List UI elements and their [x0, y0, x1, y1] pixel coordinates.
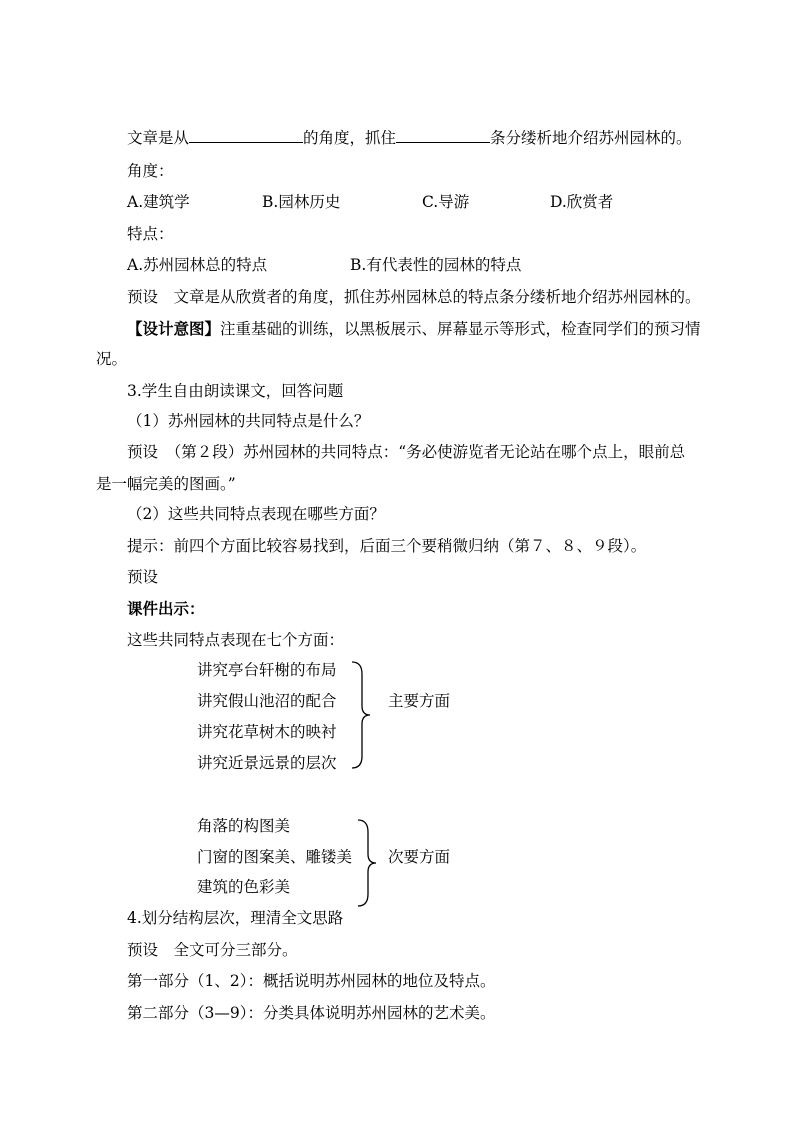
feature-option-b: B.有代表性的园林的特点	[350, 256, 522, 274]
feature-option-a: A.苏州园林总的特点	[127, 256, 268, 274]
preset-answer-4: 预设 全文可分三部分。	[127, 941, 298, 959]
blank-angle[interactable]	[189, 128, 303, 143]
main-aspects-brace	[350, 660, 374, 770]
main-aspect-item: 讲究亭台轩榭的布局	[197, 661, 337, 679]
secondary-aspect-item: 建筑的色彩美	[197, 878, 291, 896]
structure-part-2: 第二部分（3—9）：分类具体说明苏州园林的艺术美。	[127, 1004, 496, 1022]
structure-part-1: 第一部分（1、2）：概括说明苏州园林的地位及特点。	[127, 972, 496, 990]
secondary-aspects-brace	[356, 818, 380, 908]
text-segment: 文章是从	[127, 129, 190, 147]
preset-answer-1: 预设 文章是从欣赏者的角度，抓住苏州园林总的特点条分缕析地介绍苏州园林的。	[127, 288, 701, 306]
fill-in-blank-line	[127, 128, 692, 148]
main-aspects-label: 主要方面	[388, 692, 451, 710]
courseware-heading: 课件出示：	[127, 600, 205, 618]
question-2: （2）这些共同特点表现在哪些方面？	[127, 505, 385, 523]
design-intent	[127, 319, 701, 339]
main-aspect-item: 讲究花草树木的映衬	[197, 723, 337, 741]
blank-feature[interactable]	[396, 128, 490, 143]
design-intent-label: 【设计意图】	[127, 320, 221, 338]
preset-answer-2: 预设 （第２段）苏州园林的共同特点：“务必使游览者无论站在哪个点上，眼前总	[127, 443, 686, 461]
secondary-aspect-item: 门窗的图案美、雕镂美	[197, 848, 353, 866]
hint: 提示：前四个方面比较容易找到，后面三个要稍微归纳（第７、８、９段）。	[127, 537, 647, 555]
secondary-aspects-label: 次要方面	[388, 848, 451, 866]
step-4-heading: 4.划分结构层次，理清全文思路	[127, 909, 344, 927]
text-segment: 的角度，抓住	[303, 129, 397, 147]
text-segment: 条分缕析地介绍苏州园林的。	[490, 129, 692, 147]
secondary-aspect-item: 角落的构图美	[197, 817, 291, 835]
angle-option-c: C.导游	[422, 193, 470, 211]
feature-label: 特点：	[127, 225, 174, 243]
main-aspect-item: 讲究假山池沼的配合	[197, 692, 337, 710]
angle-option-a: A.建筑学	[127, 193, 190, 211]
seven-aspects-intro: 这些共同特点表现在七个方面：	[127, 631, 345, 649]
angle-option-d: D.欣赏者	[550, 193, 614, 211]
preset-answer-2-continued: 是一幅完美的图画。”	[96, 475, 236, 493]
preset-label: 预设	[127, 568, 159, 586]
main-aspect-item: 讲究近景远景的层次	[197, 754, 337, 772]
step-3-heading: 3.学生自由朗读课文，回答问题	[127, 382, 344, 400]
design-intent-text: 注重基础的训练，以黑板展示、屏幕显示等形式，检查同学们的预习情	[220, 320, 701, 338]
angle-label: 角度：	[127, 162, 174, 180]
design-intent-continued: 况。	[96, 350, 128, 368]
angle-option-b: B.园林历史	[262, 193, 341, 211]
question-1: （1）苏州园林的共同特点是什么？	[127, 412, 370, 430]
